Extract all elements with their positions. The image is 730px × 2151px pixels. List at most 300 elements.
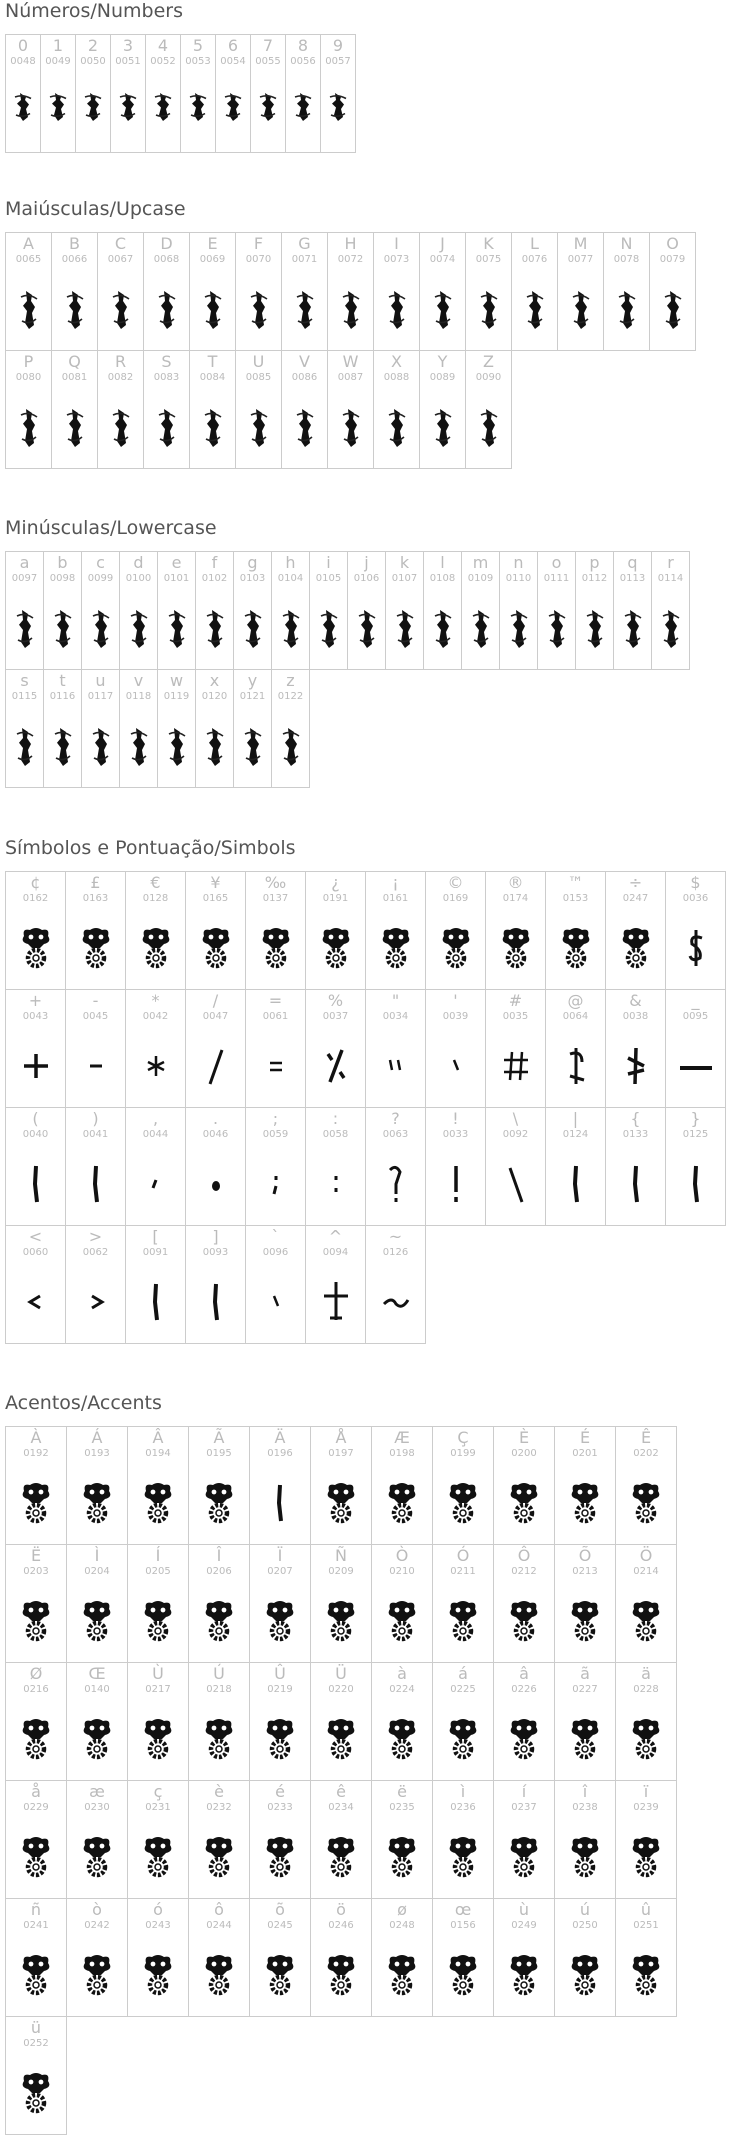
glyph-cell [249,1898,311,2017]
glyph-sample [498,1164,534,1204]
glyph-sample [121,608,157,648]
glyph-sample [445,1955,481,1995]
glyph-sample [349,608,385,648]
glyph-code: 0236 [450,1802,476,1813]
glyph-sample [198,1282,234,1322]
glyph-code: 0110 [505,573,532,584]
glyph-code: 0198 [389,1448,415,1459]
glyph-sample [78,1046,114,1086]
glyph-code: 0163 [82,893,109,904]
glyph-sample [678,1046,714,1086]
glyph-cell [185,1225,246,1344]
glyph-character: ø [397,1900,407,1919]
glyph-code: 0162 [22,893,49,904]
glyph-code: 0088 [383,372,410,383]
glyph-sample [195,407,231,447]
glyph-sample [498,1046,534,1086]
glyph-character: f [211,553,218,572]
glyph-preview [372,1589,432,1653]
glyph-code: 0070 [245,254,272,265]
glyph-cell [485,1107,546,1226]
glyph-preview [250,1589,310,1653]
glyph-character: T [207,352,218,371]
glyph-character: ï [643,1782,649,1801]
glyph-code: 0196 [267,1448,293,1459]
glyph-cell [615,1426,677,1545]
glyph-code: 0250 [572,1920,598,1931]
glyph-section [5,517,725,787]
glyph-code: 0169 [442,893,469,904]
glyph-character: ì [460,1782,466,1801]
glyph-cell [235,232,282,351]
glyph-cell [65,1107,126,1226]
glyph-preview [386,596,423,660]
glyph-cell [157,551,196,670]
glyph-sample [75,91,111,131]
glyph-preview [246,1034,305,1098]
glyph-cell [281,350,328,469]
glyph-character: ( [32,1109,39,1128]
glyph-cell [5,1780,67,1899]
glyph-character: 3 [122,36,134,55]
glyph-cell [97,232,144,351]
glyph-cell [423,551,462,670]
glyph-sample [262,1955,298,1995]
glyph-preview [321,79,355,143]
glyph-character: G [298,234,311,253]
glyph-code: 0035 [502,1011,529,1022]
glyph-preview [558,277,603,341]
glyph-preview [234,714,271,778]
glyph-preview [98,395,143,459]
glyph-cell [305,1225,366,1344]
glyph-code: 0086 [291,372,318,383]
glyph-character: l [440,553,445,572]
glyph-cell [249,1780,311,1899]
glyph-code: 0247 [622,893,649,904]
glyph-code: 0067 [107,254,134,265]
glyph-code: 0125 [682,1129,709,1140]
glyph-sample [384,1601,420,1641]
glyph-code: 0242 [84,1920,110,1931]
glyph-sample [83,608,119,648]
glyph-character: v [133,671,144,690]
glyph-cell [249,1544,311,1663]
glyph-code: 0220 [328,1684,354,1695]
glyph-sample [558,1164,594,1204]
glyph-sample [258,1282,294,1322]
glyph-preview [236,395,281,459]
glyph-cell [432,1544,494,1663]
glyph-preview [216,79,250,143]
glyph-preview [374,395,419,459]
glyph-preview [606,916,665,980]
glyph-character: û [640,1900,652,1919]
glyph-sample [79,1601,115,1641]
glyph-sample [273,608,309,648]
glyph-character: ¥ [210,873,221,892]
glyph-code: 0053 [185,56,211,67]
glyph-code: 0191 [322,893,349,904]
glyph-preview [306,1270,365,1334]
glyph-preview [44,714,81,778]
glyph-cell [188,1662,250,1781]
glyph-cell [651,551,690,670]
glyph-sample [438,1164,474,1204]
glyph-sample [318,1282,354,1322]
glyph-cell [5,1544,67,1663]
glyph-code: 0120 [201,691,228,702]
glyph-cell [75,34,111,153]
glyph-sample [318,928,354,968]
glyph-character: Ø [29,1664,43,1683]
glyph-preview [372,1471,432,1535]
glyph-preview [282,277,327,341]
glyph-cell [81,669,120,788]
glyph-cell [615,1780,677,1899]
glyph-preview [67,1943,127,2007]
glyph-character: œ [454,1900,472,1919]
glyph-preview [486,916,545,980]
glyph-character: â [519,1664,529,1683]
glyph-sample [18,928,54,968]
glyph-character: £ [90,873,101,892]
glyph-sample [121,726,157,766]
glyph-code: 0073 [383,254,410,265]
glyph-character: = [268,991,283,1010]
glyph-cell [649,232,696,351]
glyph-character: á [458,1664,468,1683]
glyph-preview [555,1943,615,2007]
glyph-preview [246,916,305,980]
glyph-code: 0054 [220,56,246,67]
glyph-sample [567,1719,603,1759]
glyph-sample [18,1164,54,1204]
glyph-code: 0113 [619,573,646,584]
glyph-preview [424,596,461,660]
glyph-code: 0083 [153,372,180,383]
glyph-cell [66,1426,128,1545]
glyph-preview [120,714,157,778]
glyph-code: 0114 [657,573,684,584]
glyph-preview [181,79,215,143]
glyph-character: ê [336,1782,346,1801]
glyph-sample [384,1837,420,1877]
glyph-character: ö [336,1900,346,1919]
glyph-sample [378,1046,414,1086]
glyph-cell [249,1426,311,1545]
glyph-character: å [31,1782,41,1801]
glyph-preview [186,1034,245,1098]
glyph-code: 0209 [328,1566,354,1577]
glyph-sample [463,608,499,648]
glyph-sample [159,726,195,766]
glyph-preview [272,596,309,660]
glyph-code: 0211 [450,1566,476,1577]
glyph-sample [79,1837,115,1877]
glyph-character: ~ [388,1227,403,1246]
glyph-sample [140,1955,176,1995]
glyph-code: 0037 [322,1011,349,1022]
glyph-character: j [364,553,369,572]
glyph-character: ¿ [331,873,340,892]
glyph-sample [379,289,415,329]
glyph-cell [66,1662,128,1781]
glyph-sample [506,1837,542,1877]
glyph-cell [245,1225,306,1344]
glyph-cell [66,1898,128,2017]
glyph-character: Ü [335,1664,347,1683]
glyph-code: 0066 [61,254,88,265]
glyph-sample [201,1601,237,1641]
glyph-preview [433,1707,493,1771]
glyph-preview [616,1825,676,1889]
glyph-sample [159,608,195,648]
glyph-cell [5,989,66,1108]
glyph-character: 8 [297,36,309,55]
glyph-sample [138,1046,174,1086]
glyph-character: ^ [328,1227,343,1246]
glyph-cell [465,232,512,351]
glyph-character: Y [437,352,448,371]
glyph-cell [537,551,576,670]
glyph-cell [493,1898,555,2017]
glyph-sample [18,1719,54,1759]
glyph-cell [371,1662,433,1781]
glyph-cell [5,1225,66,1344]
glyph-preview [466,395,511,459]
glyph-code: 0231 [145,1802,171,1813]
glyph-preview [466,277,511,341]
glyph-preview [126,1270,185,1334]
glyph-character: + [28,991,43,1010]
glyph-cell [5,2016,67,2135]
glyph-sample [215,91,251,131]
glyph-preview [126,1152,185,1216]
glyph-sample [379,407,415,447]
glyph-preview [6,2061,66,2125]
glyph-cell [365,989,426,1108]
glyph-character: e [171,553,182,572]
glyph-preview [420,395,465,459]
glyph-cell [189,232,236,351]
glyph-character: O [666,234,679,253]
glyph-character: < [28,1227,43,1246]
glyph-code: 0238 [572,1802,598,1813]
glyph-code: 0084 [199,372,226,383]
glyph-cell [419,232,466,351]
glyph-preview [189,1707,249,1771]
glyph-preview [67,1589,127,1653]
glyph-preview [190,277,235,341]
glyph-code: 0224 [389,1684,415,1695]
glyph-sample [241,407,277,447]
glyph-preview [311,1707,371,1771]
glyph-code: 0077 [567,254,594,265]
glyph-code: 0137 [262,893,289,904]
glyph-cell [195,669,234,788]
glyph-cell [51,232,98,351]
section-title: Minúsculas/Lowercase [5,517,217,539]
glyph-code: 0102 [201,573,228,584]
glyph-cell [425,1107,486,1226]
glyph-code: 0243 [145,1920,171,1931]
glyph-character: Ç [457,1428,469,1447]
glyph-preview [272,714,309,778]
glyph-cell [5,350,52,469]
glyph-sample [262,1483,298,1523]
glyph-cell [305,871,366,990]
glyph-character: Q [68,352,81,371]
glyph-code: 0234 [328,1802,354,1813]
glyph-preview [433,1471,493,1535]
glyph-sample [198,928,234,968]
glyph-sample [498,928,534,968]
glyph-code: 0046 [202,1129,229,1140]
glyph-code: 0068 [153,254,180,265]
glyph-cell [127,1898,189,2017]
glyph-cell [157,669,196,788]
glyph-cell [249,1662,311,1781]
glyph-cell [188,1426,250,1545]
glyph-code: 0202 [633,1448,659,1459]
glyph-cell [43,669,82,788]
glyph-character: @ [567,991,584,1010]
glyph-sample [79,1719,115,1759]
glyph-character: h [285,553,296,572]
glyph-preview [111,79,145,143]
glyph-character: ó [153,1900,163,1919]
glyph-character: - [92,991,99,1010]
glyph-sample [138,1164,174,1204]
glyph-sample [438,1046,474,1086]
glyph-code: 0228 [633,1684,659,1695]
glyph-preview [328,277,373,341]
glyph-sample [138,1282,174,1322]
glyph-code: 0213 [572,1566,598,1577]
glyph-cell [5,1426,67,1545]
glyph-cell [5,232,52,351]
glyph-code: 0116 [49,691,76,702]
glyph-sample [7,608,43,648]
glyph-code: 0218 [206,1684,232,1695]
glyph-character: Ä [274,1428,286,1447]
glyph-code: 0065 [15,254,42,265]
glyph-cell [432,1780,494,1899]
glyph-sample [563,289,599,329]
glyph-grid [5,1426,725,2134]
glyph-preview [66,1034,125,1098]
glyph-cell [188,1898,250,2017]
glyph-preview [6,79,40,143]
glyph-preview [650,277,695,341]
glyph-character: x [209,671,220,690]
glyph-sample [323,1955,359,1995]
glyph-character: % [327,991,344,1010]
glyph-sample [378,1282,414,1322]
glyph-code: 0122 [277,691,304,702]
glyph-preview [372,1943,432,2007]
glyph-character: É [579,1428,591,1447]
glyph-section [5,0,725,152]
glyph-code: 0165 [202,893,229,904]
glyph-character: ¢ [30,873,41,892]
glyph-preview [6,916,65,980]
glyph-code: 0050 [80,56,106,67]
glyph-sample [471,407,507,447]
glyph-sample [287,289,323,329]
glyph-code: 0140 [84,1684,110,1695]
glyph-sample [567,1601,603,1641]
glyph-character: ™ [567,873,584,892]
glyph-preview [67,1471,127,1535]
glyph-preview [250,1943,310,2007]
glyph-sample [558,928,594,968]
glyph-character: æ [89,1782,105,1801]
glyph-code: 0101 [163,573,190,584]
glyph-code: 0049 [45,56,71,67]
glyph-code: 0038 [622,1011,649,1022]
glyph-code: 0109 [467,573,494,584]
glyph-preview [66,1270,125,1334]
glyph-code: 0076 [521,254,548,265]
glyph-sample [438,928,474,968]
glyph-character: 0 [17,36,29,55]
glyph-sample [79,1483,115,1523]
glyph-code: 0056 [290,56,316,67]
glyph-sample [262,1601,298,1641]
glyph-cell [125,1107,186,1226]
glyph-cell [66,1780,128,1899]
glyph-code: 0121 [239,691,266,702]
glyph-code: 0064 [562,1011,589,1022]
glyph-code: 0079 [659,254,686,265]
glyph-character: ? [391,1109,400,1128]
glyph-preview [500,596,537,660]
glyph-character: Ó [456,1546,470,1565]
glyph-sample [18,1282,54,1322]
glyph-cell [195,551,234,670]
glyph-character: ñ [30,1900,42,1919]
glyph-sample [285,91,321,131]
glyph-character: 5 [192,36,204,55]
glyph-cell [285,34,321,153]
glyph-sample [323,1719,359,1759]
glyph-code: 0087 [337,372,364,383]
glyph-preview [606,1034,665,1098]
glyph-preview [66,916,125,980]
glyph-sample [45,608,81,648]
glyph-sample [333,407,369,447]
glyph-preview [52,395,97,459]
glyph-preview [186,1270,245,1334]
glyph-sample [445,1837,481,1877]
glyph-character: o [551,553,562,572]
glyph-code: 0226 [511,1684,537,1695]
glyph-cell [127,1544,189,1663]
glyph-preview [282,395,327,459]
glyph-cell [603,232,650,351]
glyph-preview [6,596,43,660]
glyph-preview [144,395,189,459]
glyph-code: 0094 [322,1247,349,1258]
glyph-preview [614,596,651,660]
glyph-cell [233,551,272,670]
glyph-cell [119,669,158,788]
glyph-sample [558,1046,594,1086]
glyph-preview [494,1825,554,1889]
glyph-sample [110,91,146,131]
